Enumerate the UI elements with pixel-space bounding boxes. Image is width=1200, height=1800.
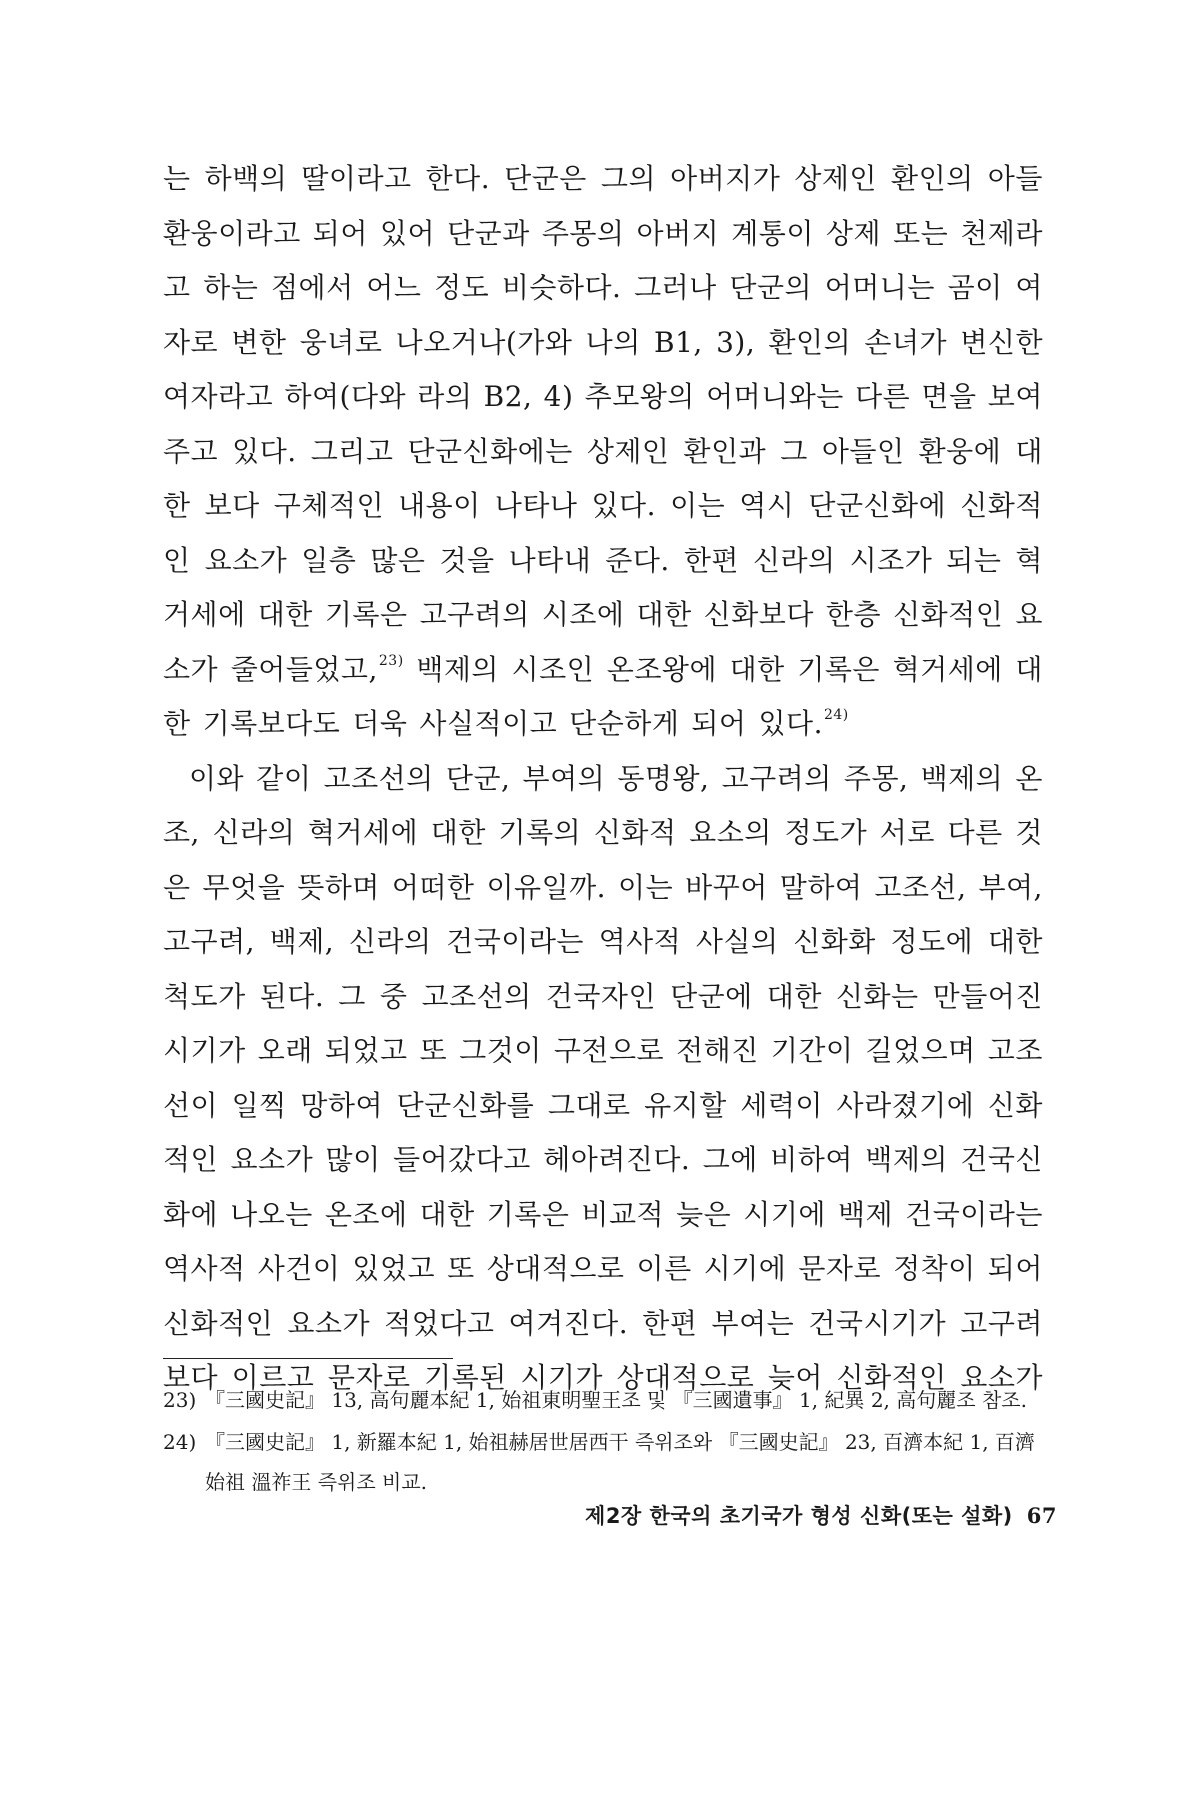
word: 고구려,: [163, 925, 256, 958]
word: 주몽,: [843, 761, 909, 795]
word: 정도에: [890, 925, 974, 958]
word: 사실의: [695, 925, 779, 958]
word: 시기가: [520, 1361, 603, 1394]
text-line: [163, 479, 1043, 534]
word: 혁: [1015, 543, 1043, 577]
word: B1,: [654, 325, 703, 359]
word: 는: [163, 162, 191, 195]
word: 또: [447, 1252, 475, 1285]
word: 역사적: [163, 1252, 246, 1285]
text-line: [163, 1133, 1043, 1188]
word: 신화보다: [703, 598, 814, 631]
word: 라의: [417, 380, 473, 413]
word: 같이: [256, 761, 312, 795]
word: 오래: [257, 1034, 313, 1067]
footnote-23: [163, 1380, 1043, 1420]
text-line: [163, 643, 1043, 698]
text-line: [163, 534, 1043, 589]
word: 요소가: [204, 543, 288, 577]
text-line: [163, 697, 1043, 752]
word: 대: [1015, 434, 1043, 468]
word: 되어: [312, 216, 368, 250]
word: 변한: [231, 325, 287, 359]
word: 아들인: [821, 434, 905, 468]
text-line: [163, 1188, 1043, 1243]
word: 보다: [204, 489, 260, 522]
word: 그러나: [634, 271, 717, 304]
word: 많이: [325, 1143, 381, 1176]
word: 어머니와는: [706, 380, 844, 413]
word: 상대적으로: [486, 1252, 625, 1285]
word: 여자라고: [163, 380, 274, 413]
word: 백제의: [416, 652, 499, 686]
word: 하는: [203, 271, 259, 304]
body-text: [163, 152, 1043, 1406]
word: 다른: [855, 380, 911, 413]
word: 상제인: [794, 162, 877, 195]
footnote-separator: [163, 1358, 453, 1359]
word: 시기에: [743, 1197, 826, 1231]
word: 이는: [618, 870, 674, 904]
text-line: [163, 261, 1043, 316]
word: 나오는: [230, 1197, 313, 1231]
word: 되어: [691, 707, 747, 740]
word: 문자로: [327, 1361, 411, 1394]
word: 신라의: [752, 543, 836, 577]
word: 기록은: [797, 652, 880, 686]
word: 화에: [163, 1197, 219, 1231]
word: 기록은: [486, 1197, 570, 1231]
word: 단군,: [445, 761, 511, 795]
word: 망하여: [300, 1088, 383, 1122]
word: 하여(다와: [284, 380, 407, 413]
word: 어떠한: [391, 870, 475, 904]
word: 나오거나(가와: [395, 325, 573, 359]
word: 것: [1015, 816, 1043, 849]
word: 소가: [163, 652, 219, 686]
word: 역사적: [598, 925, 682, 958]
word: 아버지: [636, 216, 720, 250]
word: 거세에: [163, 598, 246, 631]
word: 나의: [585, 325, 641, 359]
word: 바꾸어: [685, 870, 768, 904]
word: 신화: [987, 1088, 1043, 1122]
word: 된다.: [259, 979, 325, 1013]
text-line: [163, 370, 1043, 425]
word: 시기가: [163, 1034, 246, 1067]
word: 보다: [163, 1361, 219, 1394]
word: 보여: [987, 380, 1043, 413]
word: 백제의: [920, 761, 1004, 795]
word: 많은: [370, 543, 426, 577]
word: 사실적이고: [419, 707, 558, 740]
word: 한: [163, 489, 191, 522]
word: 나타나: [494, 489, 578, 522]
word: 것을: [439, 543, 495, 577]
word: 대한: [987, 925, 1043, 958]
word: 신화적인: [893, 598, 1004, 631]
word: 중: [379, 979, 408, 1013]
word: 신라의: [348, 925, 432, 958]
word: 되는: [946, 543, 1002, 577]
word: 환웅이라고: [163, 216, 301, 250]
word: 그: [780, 434, 808, 468]
word: 그에: [702, 1143, 758, 1176]
word: 단군신화에는: [407, 434, 573, 468]
word: 여: [1015, 271, 1043, 304]
word: 요: [1015, 598, 1043, 631]
word: 한편: [683, 543, 739, 577]
word: 신화적: [960, 489, 1043, 522]
word: 어느: [366, 271, 422, 304]
footnote-number: 24): [163, 1430, 197, 1454]
word: 이유일까.: [486, 870, 607, 904]
word: 온조왕에: [606, 652, 717, 686]
word: 적었다고: [384, 1306, 495, 1340]
word: 딸이라고: [301, 162, 412, 195]
word: 한층: [825, 598, 882, 631]
word: 기록의: [498, 816, 582, 849]
word: 이는: [670, 489, 726, 522]
word: 문자로: [798, 1252, 882, 1285]
text-line: [163, 1297, 1043, 1352]
word: 또는: [893, 216, 949, 250]
word: 고조선,: [874, 870, 967, 904]
word: 건국시기가: [808, 1306, 947, 1340]
word: 온: [1015, 761, 1043, 795]
footnotes: [163, 1380, 1043, 1504]
word: 그대로: [547, 1088, 631, 1122]
word: 있다.: [591, 489, 656, 522]
text-line: [163, 970, 1043, 1025]
word: 그리고: [310, 434, 394, 468]
word: 건국이라는: [446, 925, 584, 958]
word: 기록은: [324, 598, 408, 631]
text-line: [163, 316, 1043, 371]
word: 백제: [837, 1197, 894, 1231]
word: 유지할: [644, 1088, 727, 1122]
word: 그것이: [459, 1034, 542, 1067]
word: 있어: [379, 216, 436, 250]
word: 단군은: [504, 162, 587, 195]
word: 뜻하며: [297, 870, 380, 904]
word: 단군의: [729, 271, 813, 304]
word: 구체적인: [273, 489, 384, 522]
page-number: 67: [1026, 1503, 1057, 1528]
word: 늦어: [767, 1361, 823, 1394]
word: 손녀가: [864, 325, 948, 359]
word: 어머니는: [824, 271, 935, 304]
word: 대한: [419, 1197, 475, 1231]
word: 무엇을: [202, 870, 286, 904]
word: 그의: [600, 162, 656, 195]
word: 주몽의: [541, 216, 625, 250]
word: 신화적: [593, 816, 677, 849]
text-line: [163, 207, 1043, 262]
word: 요소가: [960, 1361, 1043, 1394]
word: 고구려의: [419, 598, 530, 631]
word: 고조: [987, 1034, 1043, 1067]
text-line: [163, 861, 1043, 916]
word: 시조에: [541, 598, 625, 631]
word: 환인과: [683, 434, 767, 468]
word: 더욱: [352, 707, 408, 740]
word: 혁거세에: [892, 652, 1003, 686]
word: 대: [1015, 652, 1043, 686]
text-line: [163, 806, 1043, 861]
word: 한편: [642, 1306, 698, 1340]
word: 기록된: [424, 1361, 507, 1394]
word: 그: [338, 979, 366, 1013]
word: 부여의: [522, 761, 606, 795]
word: 한다.: [425, 162, 491, 195]
word: 고: [163, 271, 191, 304]
word: 전해진: [676, 1034, 759, 1067]
word: 단군신화를: [396, 1088, 535, 1122]
word: 건국신: [960, 1143, 1043, 1176]
word: 추모왕의: [584, 380, 695, 413]
word: 상제인: [586, 434, 670, 468]
word: 대한: [766, 979, 822, 1013]
word: 서로: [879, 816, 935, 849]
footnote-ref-23[interactable]: 23): [378, 652, 404, 669]
word: 대한: [430, 816, 486, 849]
word: 있다.$^{24)}$: [758, 707, 849, 740]
word: 있다.: [232, 434, 297, 468]
footnote-24: [163, 1422, 1043, 1502]
word: 시조가: [849, 543, 933, 577]
chapter-title: 제2장 한국의 초기국가 형성 신화(또는 설화): [585, 1504, 1013, 1528]
word: 환웅에: [918, 434, 1002, 468]
word: 요소가: [287, 1306, 371, 1340]
word: 비하여: [770, 1143, 853, 1176]
footnote-number: 23): [163, 1388, 197, 1412]
word: 천제라: [960, 216, 1043, 250]
text-line: [163, 752, 1043, 807]
word: 요소가: [230, 1143, 314, 1176]
word: 계통이: [731, 216, 814, 250]
word: 동명왕,: [617, 761, 710, 795]
word: 면을: [921, 380, 977, 413]
footnote-ref-24[interactable]: 24): [823, 707, 849, 723]
word: 환인의: [891, 162, 974, 195]
footnote-text: 『三國史記』 1, 新羅本紀 1, 始祖赫居世居西干 즉위조와 『三國史記』 23, 百濟本紀 1, 百濟始祖 溫祚王 즉위조 비교.: [205, 1430, 1035, 1494]
word: 고조선의: [323, 761, 434, 795]
word: 곰이: [947, 271, 1003, 304]
word: 세력이: [740, 1088, 823, 1122]
word: 단군과: [447, 216, 530, 250]
word: 선이: [163, 1088, 219, 1122]
word: 신화는: [835, 979, 919, 1013]
word: 헤아려진다.: [543, 1143, 691, 1176]
word: 부여,: [978, 870, 1043, 904]
word: 일층: [301, 543, 357, 577]
word: 3),: [716, 325, 756, 359]
running-footer: [585, 1500, 1057, 1530]
word: 대한: [257, 598, 313, 631]
footnote-text: 『三國史記』 13, 高句麗本紀 1, 始祖東明聖王조 및 『三國遺事』 1, 紀異 2, 高句麗조 참조.: [205, 1388, 1027, 1412]
word: 말하여: [779, 870, 863, 904]
word: 인: [163, 543, 191, 577]
word: 혁거세에: [307, 816, 419, 849]
word: 정착이: [893, 1252, 976, 1285]
text-line: [163, 1079, 1043, 1134]
word: 주고: [163, 434, 219, 468]
word: 되어: [987, 1252, 1043, 1285]
text-line: [163, 588, 1043, 643]
word: 길었으며: [865, 1034, 976, 1067]
word: 온조에: [324, 1197, 408, 1231]
word: 4): [543, 380, 574, 413]
word: 건국자인: [545, 979, 656, 1013]
word: 상대적으로: [616, 1361, 755, 1394]
word: B2,: [483, 380, 533, 413]
word: 되었고: [324, 1034, 408, 1067]
word: 점에서: [270, 271, 354, 304]
word: 단군신화에: [808, 489, 947, 522]
word: 구전으로: [553, 1034, 665, 1067]
word: 대한: [636, 598, 692, 631]
word: 아버지가: [670, 162, 781, 195]
word: 척도가: [163, 979, 246, 1013]
word: 내용이: [398, 489, 481, 522]
word: 백제의: [865, 1143, 948, 1176]
word: 정도: [434, 271, 490, 304]
word: 사라졌기에: [836, 1088, 975, 1122]
word: 대한: [729, 652, 785, 686]
word: 들어갔다고: [393, 1143, 531, 1176]
word: 이르고: [231, 1361, 315, 1394]
word: 상제: [825, 216, 882, 250]
word: 기간이: [770, 1034, 854, 1067]
word: 정도가: [784, 816, 868, 849]
word: 웅녀로: [299, 325, 383, 359]
word: 환인의: [768, 325, 852, 359]
text-line: [163, 425, 1043, 480]
word: 자로: [163, 325, 219, 359]
word: 부여는: [711, 1306, 795, 1340]
word: 고구려의: [721, 761, 832, 795]
word: 또: [419, 1034, 448, 1067]
word: 신화적인: [836, 1361, 947, 1394]
word: 은: [163, 870, 191, 904]
word: 다른: [947, 816, 1003, 849]
text-line: [163, 152, 1043, 207]
word: 하백의: [204, 162, 288, 195]
word: 일찍: [231, 1088, 287, 1122]
word: 시기에: [703, 1252, 787, 1285]
word: 조,: [163, 816, 200, 849]
word: 변신한: [960, 325, 1043, 359]
word: 만들어진: [932, 979, 1043, 1013]
word: 고조선의: [421, 979, 532, 1013]
word: 줄어들었고,$^{23)}$: [230, 652, 404, 686]
word: 신라의: [212, 816, 296, 849]
word: 단순하게: [569, 707, 680, 740]
word: 시조인: [511, 652, 595, 686]
word: 아들: [987, 162, 1043, 195]
word: 고구려: [960, 1306, 1043, 1340]
word: 백제,: [269, 925, 335, 958]
word: 한: [163, 707, 191, 740]
word: 역시: [739, 489, 795, 522]
word: 신화적인: [163, 1306, 274, 1340]
word: 여겨진다.: [508, 1306, 629, 1340]
text-line: [163, 915, 1043, 970]
text-line: [163, 1024, 1043, 1079]
text-line: [163, 1242, 1043, 1297]
word: 있었고: [352, 1252, 436, 1285]
word: 건국이라는: [905, 1197, 1043, 1231]
word: 이와: [189, 761, 245, 795]
word: 비슷하다.: [501, 271, 622, 304]
word: 신화화: [793, 925, 876, 958]
word: 이른: [636, 1252, 692, 1285]
word: 적인: [163, 1143, 219, 1176]
word: 단군에: [670, 979, 753, 1013]
word: 늦은: [676, 1197, 732, 1231]
word: 준다.: [605, 543, 670, 577]
word: 비교적: [581, 1197, 665, 1231]
word: 사건이: [257, 1252, 341, 1285]
word: 요소의: [689, 816, 772, 849]
word: 나타내: [508, 543, 592, 577]
word: 기록보다도: [202, 707, 341, 740]
